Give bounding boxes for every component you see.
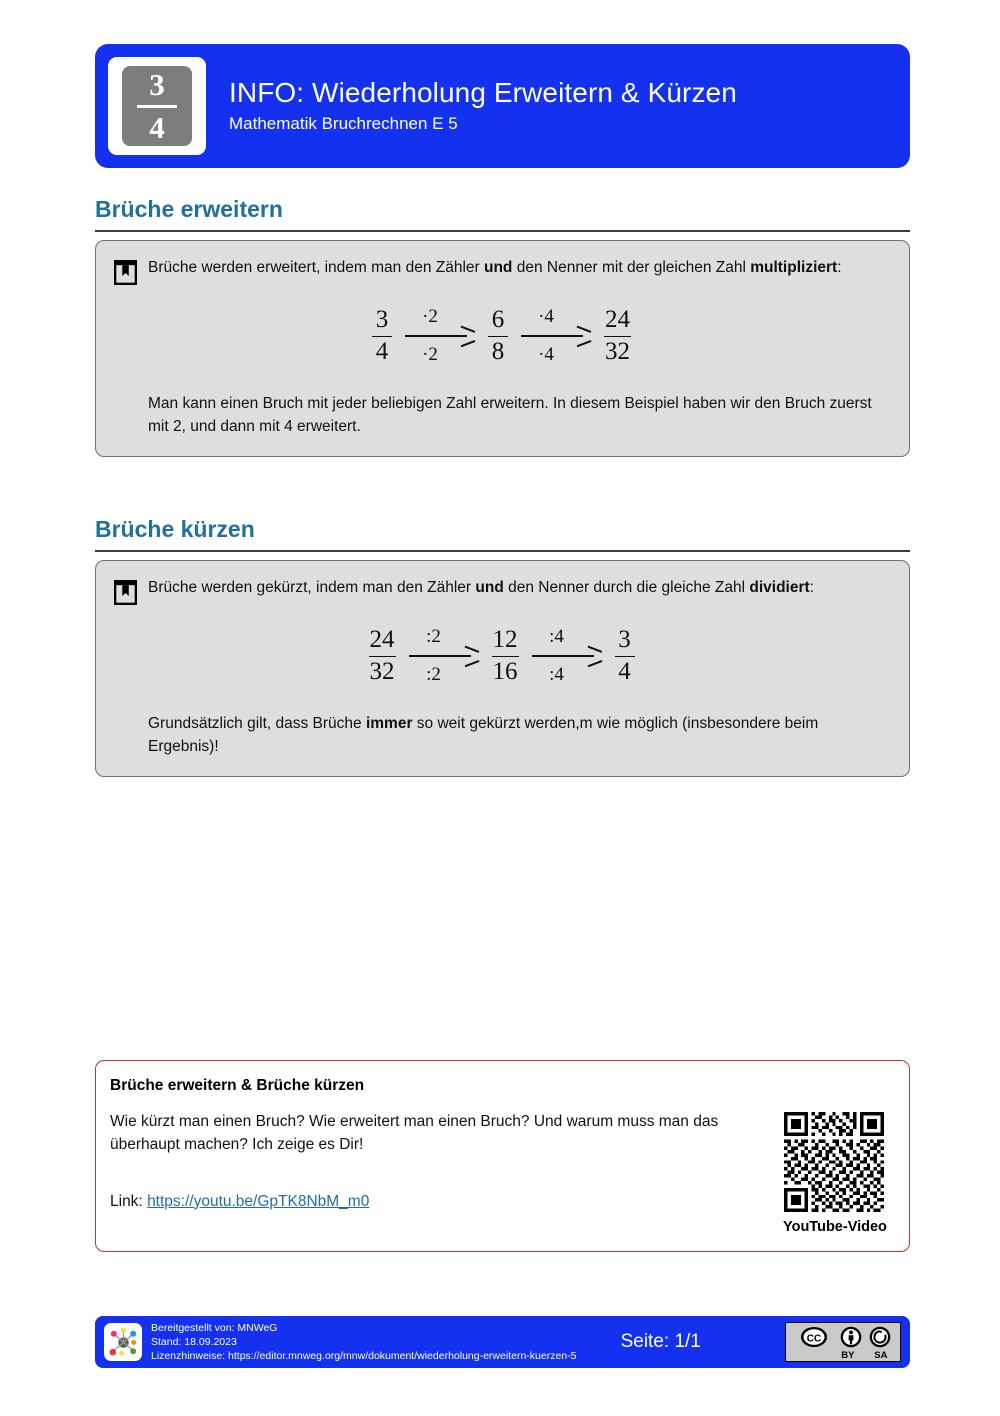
numerator: 24	[369, 626, 395, 653]
cc-label-by: BY	[841, 1349, 855, 1361]
arrow-right-icon	[521, 328, 591, 344]
denominator: 32	[369, 658, 395, 686]
operator-bottom: ·4	[538, 344, 554, 366]
formula-step-1-operator	[407, 627, 481, 685]
fraction-bar	[488, 336, 508, 338]
qr-block	[779, 1112, 889, 1237]
video-info-box	[95, 1060, 910, 1252]
video-box-title: Brüche erweitern & Brüche kürzen	[110, 1077, 365, 1094]
header-text-block	[229, 77, 737, 135]
denominator: 8	[491, 338, 505, 366]
lead-mid: den Nenner mit der gleichen Zahl	[512, 259, 751, 276]
footer-date: Stand: 18.09.2023	[151, 1335, 237, 1348]
page-indicator: Seite: 1/1	[620, 1331, 701, 1352]
operator-top: :2	[426, 626, 441, 648]
infobox-lead-row	[114, 257, 889, 285]
operator-top: ·2	[422, 306, 438, 328]
infobox-erweitern	[95, 240, 910, 457]
svg-text:CC: CC	[806, 1333, 821, 1345]
operator-bottom: :4	[549, 664, 564, 686]
infobox-lead-row	[114, 577, 889, 605]
operator-top: ·4	[538, 306, 554, 328]
formula-step-2-operator	[519, 307, 593, 365]
fraction-bar	[372, 336, 392, 338]
fraction-bar	[615, 656, 635, 658]
formula-step-2-result	[604, 307, 631, 366]
denominator: 4	[375, 338, 389, 366]
formula-step-1-result	[492, 627, 519, 686]
formula-step-2-operator	[530, 627, 604, 685]
numerator: 24	[605, 306, 630, 333]
video-box-body	[110, 1110, 889, 1237]
book-bookmark-icon	[114, 580, 137, 605]
arrow-right-icon	[532, 648, 602, 664]
infobox-lead-text	[148, 257, 842, 279]
book-bookmark-icon	[114, 260, 137, 285]
lead-bold-dividiert: dividiert	[749, 579, 810, 596]
numerator: 6	[491, 306, 505, 333]
creative-commons-icon	[785, 1322, 901, 1362]
fraction-bar	[492, 656, 519, 658]
video-link-row	[110, 1193, 770, 1211]
operator-top: :4	[549, 626, 564, 648]
denominator: 32	[605, 338, 630, 366]
paragraph-post: so weit gekürzt werden,m wie möglich (insbesondere beim Ergebnis)!	[148, 714, 819, 755]
formula-kuerzen	[114, 627, 889, 686]
fraction-bar	[369, 656, 396, 658]
lead-pre: Brüche werden erweitert, indem man den Zähler	[148, 259, 484, 276]
fraction-logo-numerator: 3	[149, 67, 165, 102]
page-title: INFO: Wiederholung Erweitern & Kürzen	[229, 76, 737, 108]
footer-license-note: Lizenzhinweise: https://editor.mnweg.org/mnw/dokument/wiederholung-erweitern-kuerzen-5	[151, 1350, 577, 1363]
qr-code-icon[interactable]	[784, 1112, 884, 1212]
cc-sa-share-alike-icon	[869, 1326, 891, 1348]
lead-post: :	[837, 259, 842, 276]
arrow-right-icon	[409, 648, 479, 664]
denominator: 4	[618, 658, 631, 686]
link-prefix-label: Link:	[110, 1192, 148, 1210]
numerator: 3	[375, 306, 389, 333]
fraction-bar	[604, 336, 631, 338]
formula-step-1-operator	[403, 307, 477, 365]
video-box-description: Wie kürzt man einen Bruch? Wie erweitert man einen Bruch? Und warum muss man das überhaupt machen? Ich zeige es Dir!	[110, 1113, 719, 1154]
cc-by-person-icon	[840, 1326, 862, 1348]
infobox-paragraph-erweitern: Man kann einen Bruch mit jeder beliebigen Zahl erweitern. In diesem Beispiel haben wir den Bruch zuerst mit 2, und dann mit 4 erweitert.	[148, 394, 872, 435]
lead-post: :	[809, 579, 814, 596]
cc-label-sa: SA	[874, 1349, 888, 1361]
operator-bottom: ·2	[422, 344, 438, 366]
footer-provided-by: Bereitgestellt von: MNWeG	[151, 1321, 278, 1334]
lead-bold-und: und	[475, 579, 504, 596]
fraction-logo-inner	[122, 66, 192, 146]
numerator: 12	[492, 626, 518, 653]
infobox-paragraph-kuerzen	[148, 712, 889, 759]
page-subtitle: Mathematik Bruchrechnen E 5	[229, 114, 458, 134]
lead-mid: den Nenner durch die gleiche Zahl	[503, 579, 750, 596]
video-link[interactable]: https://youtu.be/GpTK8NbM_m0	[147, 1192, 370, 1210]
operator-bottom: :2	[426, 664, 441, 686]
formula-step-2-result	[615, 627, 635, 686]
lead-bold-multipliziert: multipliziert	[750, 259, 838, 276]
numerator: 3	[618, 626, 631, 653]
formula-step-1-result	[488, 307, 508, 366]
cc-label-row	[786, 1349, 900, 1361]
qr-caption: YouTube-Video	[783, 1219, 887, 1235]
section-heading-erweitern: Brüche erweitern	[95, 196, 910, 232]
section-heading-kuerzen: Brüche kürzen	[95, 516, 910, 552]
footer-meta	[151, 1321, 576, 1364]
formula-start-fraction	[372, 307, 392, 366]
mnweg-logo-icon	[104, 1323, 142, 1361]
paragraph-bold-immer: immer	[365, 714, 413, 732]
formula-erweitern	[114, 307, 889, 366]
fraction-logo-denominator: 4	[149, 110, 165, 145]
fraction-logo-bar	[137, 105, 177, 108]
infobox-kuerzen	[95, 560, 910, 777]
cc-icon-row	[786, 1325, 900, 1349]
paragraph-pre: Grundsätzlich gilt, dass Brüche	[148, 714, 366, 732]
cc-circle-icon	[795, 1326, 833, 1348]
fraction-logo	[108, 57, 206, 155]
document-footer	[95, 1316, 910, 1368]
video-box-left	[110, 1110, 770, 1211]
infobox-lead-text	[148, 577, 814, 599]
lead-pre: Brüche werden gekürzt, indem man den Zähler	[148, 579, 476, 596]
lead-bold-und: und	[484, 259, 513, 276]
arrow-right-icon	[405, 328, 475, 344]
formula-start-fraction	[369, 627, 396, 686]
denominator: 16	[492, 658, 518, 686]
document-header	[95, 44, 910, 168]
